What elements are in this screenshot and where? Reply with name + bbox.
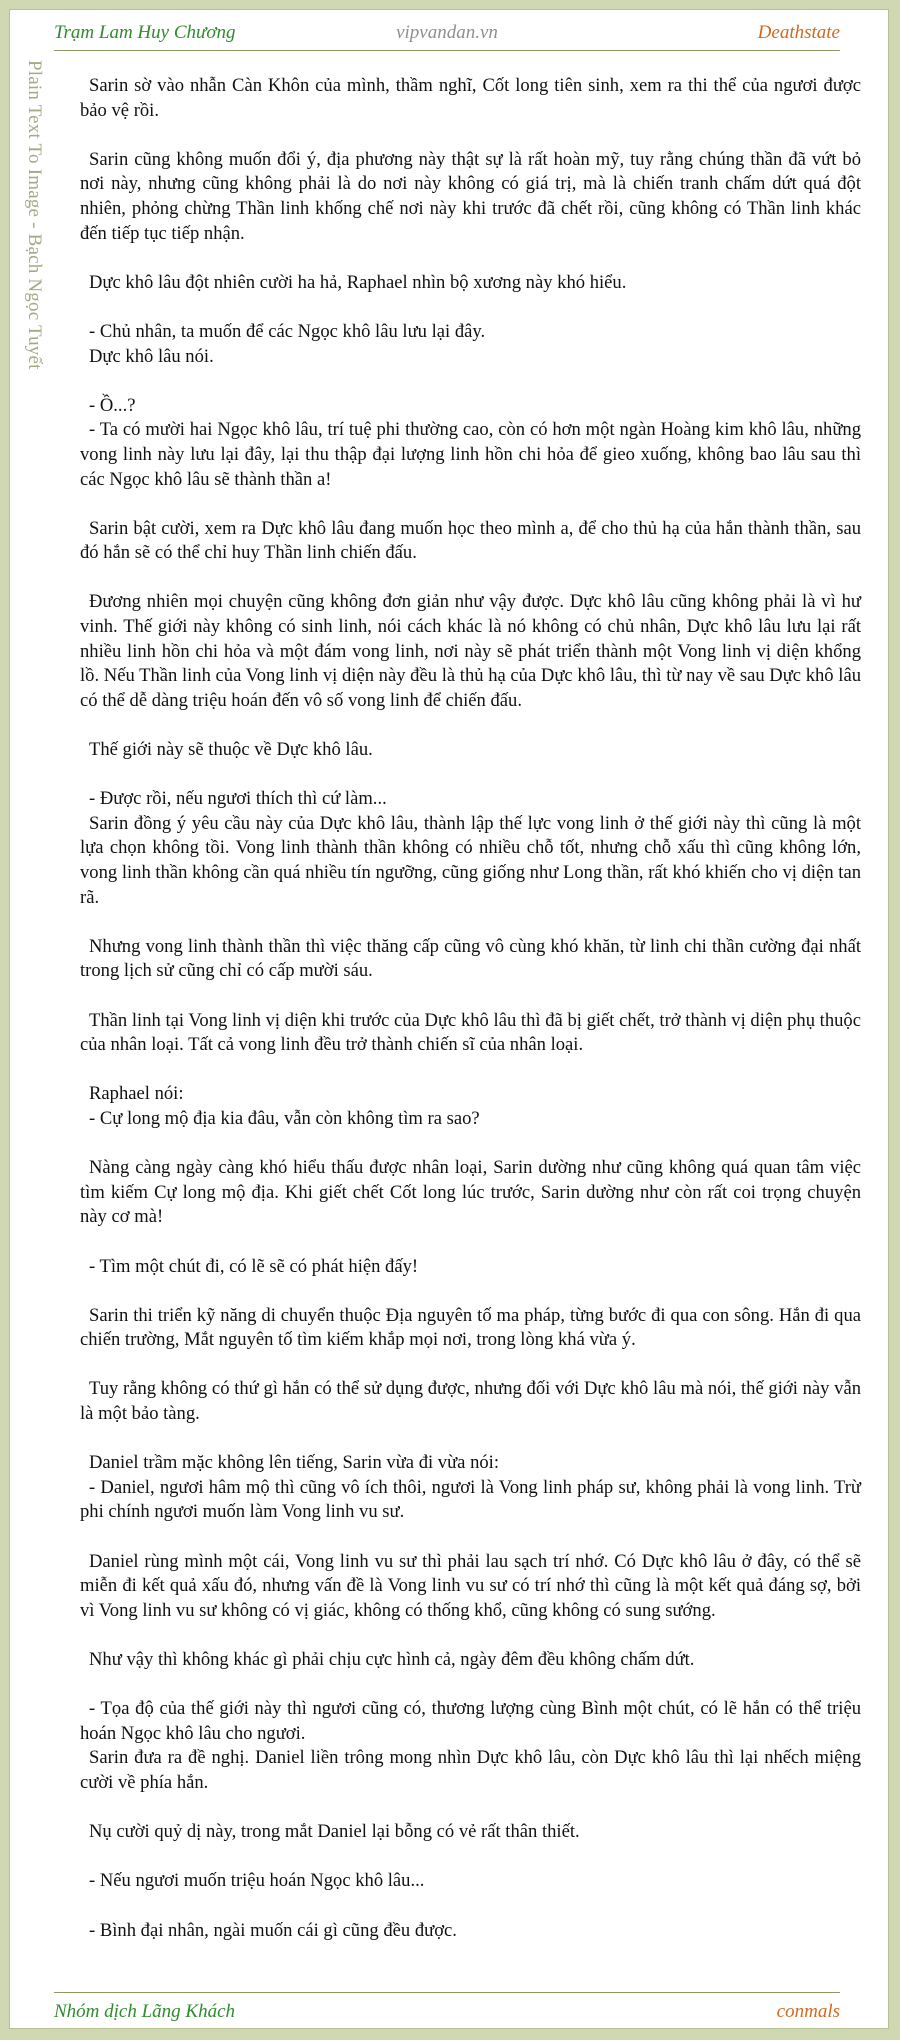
paragraph — [80, 935, 861, 984]
paragraph-line: Như vậy thì không khác gì phải chịu cực hình cả, ngày đêm đều không chấm dứt. — [89, 1649, 695, 1670]
paragraph-line: - Ta có mười hai Ngọc khô lâu, trí tuệ phi thường cao, còn có hơn một ngàn Hoàng kim khô lâu, những vong linh này lưu lại đây, lại thu thập đại lượng linh hồn chi hỏa để gieo xuống, không bao lâu sau thì các Ngọc khô lâu sẽ thành thần a! — [80, 419, 861, 490]
paragraph-line: Nàng càng ngày càng khó hiểu thấu được nhân loại, Sarin dường như cũng không quá quan tâm việc tìm kiếm Cự long mộ địa. Khi giết chết Cốt long lúc trước, Sarin dường như còn rất coi trọng chuyện này cơ mà! — [80, 1157, 861, 1228]
paragraph-line: Daniel rùng mình một cái, Vong linh vu sư thì phải lau sạch trí nhớ. Có Dực khô lâu ở đây, có thể sẽ miễn đi kết quả xấu đó, nhưng vấn đề là Vong linh vu sư có trí nhớ thì cũng là một kết quả đáng sợ, bởi vì Vong linh vu sư không có vị giác, không có thống khổ, cũng không có sung sướng. — [80, 1550, 861, 1621]
paragraph — [80, 1820, 861, 1845]
paragraph — [80, 1869, 861, 1894]
paragraph-line: Thế giới này sẽ thuộc về Dực khô lâu. — [89, 739, 373, 761]
paragraph-line: - Bình đại nhân, ngài muốn cái gì cũng đều được. — [89, 1919, 457, 1941]
paragraph-line: Nhưng vong linh thành thần thì việc thăng cấp cũng vô cùng khó khăn, từ linh chi thần cường đại nhất trong lịch sử cũng chỉ có cấp mười sáu. — [80, 935, 861, 982]
footer — [54, 1992, 840, 2025]
paragraph — [80, 517, 861, 566]
paragraph — [80, 1255, 861, 1280]
paragraph-line: Sarin bật cười, xem ra Dực khô lâu đang muốn học theo mình a, để cho thủ hạ của hắn thành thần, sau đó hắn sẽ có thể chỉ huy Thần linh chiến đấu. — [80, 517, 861, 564]
paragraph — [80, 320, 861, 369]
header-author: Deathstate — [757, 22, 840, 43]
header — [54, 18, 840, 51]
paragraph-line: Dực khô lâu đột nhiên cười ha hả, Raphael nhìn bộ xương này khó hiểu. — [89, 271, 627, 293]
paragraph — [80, 1304, 861, 1353]
paragraph-line: Sarin sờ vào nhẫn Càn Khôn của mình, thầm nghĩ, Cốt long tiên sinh, xem ra thi thể của ngươi được bảo vệ rồi. — [80, 75, 861, 121]
paragraph-line: Raphael nói: — [89, 1083, 184, 1105]
side-watermark: Plain Text To Image - Bạch Ngọc Tuyết — [24, 60, 45, 370]
paragraph-line: - Tìm một chút đi, có lẽ sẽ có phát hiện đấy! — [89, 1255, 419, 1277]
page — [9, 9, 889, 2029]
paragraph — [80, 1377, 861, 1426]
paragraph-line: Thần linh tại Vong linh vị diện khi trước của Dực khô lâu thì đã bị giết chết, trở thành vị diện phụ thuộc của nhân loại. Tất cả vong linh đều trở thành chiến sĩ của nhân loại. — [80, 1009, 861, 1056]
paragraph-line: Sarin cũng không muốn đổi ý, địa phương này thật sự là rất hoàn mỹ, tuy rằng chúng thần đã vứt bỏ nơi này, nhưng cũng không phải là do nơi này không có giá trị, mà là chiến tranh chấm dứt quá đột nhiên, phỏng chừng Thần linh khống chế nơi này khi trước đã chết rồi, cũng không có Thần linh khác đến tiếp tục tiếp nhận. — [80, 148, 861, 244]
paragraph — [80, 1648, 861, 1673]
paragraph-line: - Tọa độ của thế giới này thì ngươi cũng có, thương lượng cùng Bình một chút, có lẽ hắn có thể triệu hoán Ngọc khô lâu cho ngươi. — [80, 1698, 861, 1744]
paragraph-line: - Daniel, ngươi hâm mộ thì cũng vô ích thôi, ngươi là Vong linh pháp sư, không phải là vong linh. Trừ phi chính ngươi muốn làm Vong linh vu sư. — [80, 1476, 861, 1523]
paragraph — [80, 1082, 861, 1131]
footer-translator-group: Nhóm dịch Lãng Khách — [54, 2001, 236, 2022]
paragraph — [80, 394, 861, 492]
paragraph-line: - Cự long mộ địa kia đâu, vẫn còn không tìm ra sao? — [89, 1107, 480, 1129]
paragraph — [80, 738, 861, 763]
header-site-name: Trạm Lam Huy Chương — [54, 22, 236, 43]
paragraph-line: - Ồ...? — [89, 394, 136, 416]
paragraph-line: - Nếu ngươi muốn triệu hoán Ngọc khô lâu... — [89, 1870, 425, 1892]
paragraph-line: Sarin thi triển kỹ năng di chuyển thuộc Địa nguyên tố ma pháp, từng bước đi qua con sông. Hắn đi qua chiến trường, Mắt nguyên tố tìm kiếm khắp mọi nơi, trong lòng khá vừa ý. — [80, 1304, 861, 1351]
paragraph — [80, 590, 861, 713]
paragraph-line: Sarin đưa ra đề nghị. Daniel liền trông mong nhìn Dực khô lâu, còn Dực khô lâu thì lại nhếch miệng cười về phía hắn. — [80, 1747, 861, 1793]
paragraph — [80, 1550, 861, 1624]
footer-editor: conmals — [776, 2001, 840, 2022]
paragraph-line: Dực khô lâu nói. — [89, 345, 214, 367]
paragraph — [80, 1451, 861, 1525]
paragraph-line: - Chủ nhân, ta muốn để các Ngọc khô lâu lưu lại đây. — [89, 320, 486, 342]
paragraph-line: Nụ cười quỷ dị này, trong mắt Daniel lại bỗng có vẻ rất thân thiết. — [89, 1821, 580, 1843]
story-text — [80, 74, 861, 1968]
paragraph — [80, 271, 861, 296]
paragraph-line: - Được rồi, nếu ngươi thích thì cứ làm... — [89, 788, 387, 810]
paragraph-line: Tuy rằng không có thứ gì hắn có thể sử dụng được, nhưng đối với Dực khô lâu mà nói, thế giới này vẫn là một bảo tàng. — [80, 1378, 861, 1425]
paragraph — [80, 1009, 861, 1058]
paragraph — [80, 1697, 861, 1795]
paragraph — [80, 1919, 861, 1944]
paragraph — [80, 1156, 861, 1230]
paragraph — [80, 74, 861, 123]
header-url: vipvandan.vn — [396, 22, 498, 43]
paragraph — [80, 787, 861, 910]
paragraph-line: Daniel trầm mặc không lên tiếng, Sarin vừa đi vừa nói: — [89, 1452, 500, 1474]
paragraph-line: Đương nhiên mọi chuyện cũng không đơn giản như vậy được. Dực khô lâu cũng không phải là vì hư vinh. Thế giới này không có sinh linh, nói cách khác là nó không có chủ nhân, Dực khô lâu lưu lại rất nhiều linh hồn chi hỏa và một đám vong linh, nơi này sẽ phát triển thành một Vong linh vị diện khổng lồ. Nếu Thần linh của Vong linh vị diện này đều là thủ hạ của Dực khô lâu, thì từ nay về sau Dực khô lâu có thể dễ dàng triệu hoán đến vô số vong linh để chiến đấu. — [80, 591, 861, 711]
paragraph-line: Sarin đồng ý yêu cầu này của Dực khô lâu, thành lập thế lực vong linh ở thế giới này thì cũng là một lựa chọn không tồi. Vong linh thành thần không có nhiều chỗ tốt, nhưng chỗ xấu thì cũng không lớn, vong linh thần không cần quá nhiều tín ngưỡng, cũng giống như Long thần, rất khó khiến cho vị diện tan rã. — [80, 812, 861, 908]
paragraph — [80, 148, 861, 246]
